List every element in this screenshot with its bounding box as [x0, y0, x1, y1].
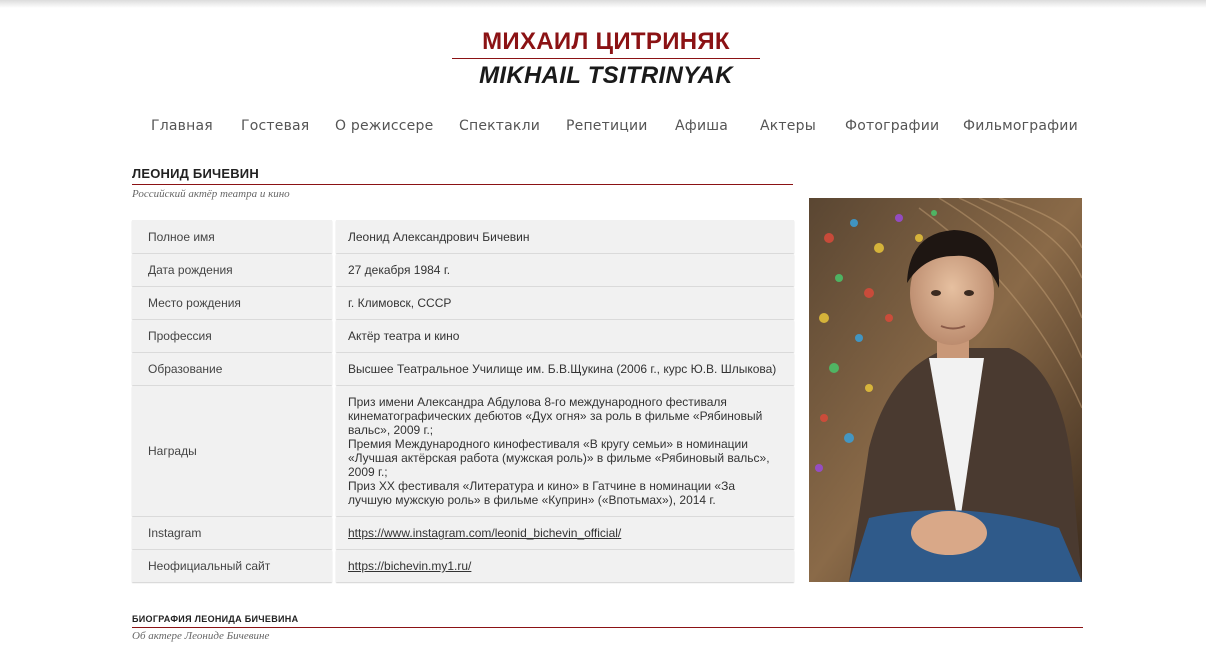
actor-photo: [809, 198, 1082, 582]
actor-name-heading: ЛЕОНИД БИЧЕВИН: [132, 166, 259, 181]
heading-divider: [132, 184, 793, 185]
nav-item-guestbook[interactable]: Гостевая: [241, 118, 310, 134]
table-row: [132, 550, 794, 582]
row-label: Награды: [132, 386, 332, 516]
row-value: Высшее Театральное Училище им. Б.В.Щукина (2006 г., курс Ю.В. Шлыкова): [336, 353, 794, 385]
nav-item-rehearsals[interactable]: Репетиции: [566, 118, 648, 134]
row-value: Актёр театра и кино: [336, 320, 794, 352]
main-nav: [132, 118, 1082, 138]
site-logo[interactable]: [452, 28, 760, 93]
nav-item-actors[interactable]: Актеры: [760, 118, 816, 134]
table-row: [132, 287, 794, 319]
row-value: [336, 386, 794, 516]
unofficial-site-link[interactable]: https://bichevin.my1.ru/: [348, 559, 472, 573]
table-row: [132, 320, 794, 352]
nav-item-performances[interactable]: Спектакли: [459, 118, 541, 134]
biography-divider: [132, 627, 1083, 628]
row-value: г. Климовск, СССР: [336, 287, 794, 319]
table-row: [132, 220, 794, 253]
nav-item-photos[interactable]: Фотографии: [845, 118, 940, 134]
table-row: [132, 353, 794, 385]
row-label: Место рождения: [132, 287, 332, 319]
row-label: Образование: [132, 353, 332, 385]
table-row: [132, 517, 794, 549]
nav-item-about-director[interactable]: О режиссере: [335, 118, 434, 134]
nav-item-home[interactable]: Главная: [151, 118, 213, 134]
row-value: 27 декабря 1984 г.: [336, 254, 794, 286]
logo-title-ru: МИХАИЛ ЦИТРИНЯК: [482, 28, 730, 55]
row-label: Instagram: [132, 517, 332, 549]
table-row: [132, 386, 794, 516]
row-value: [336, 550, 794, 582]
nav-item-filmography[interactable]: Фильмографии: [963, 118, 1078, 134]
row-value: Леонид Александрович Бичевин: [336, 220, 794, 253]
row-label: Неофициальный сайт: [132, 550, 332, 582]
logo-title-en: MIKHAIL TSITRINYAK: [479, 62, 733, 89]
row-label: Полное имя: [132, 220, 332, 253]
row-value: [336, 517, 794, 549]
biography-subtitle: Об актере Леониде Бичевине: [132, 630, 270, 642]
row-label: Дата рождения: [132, 254, 332, 286]
actor-subtitle: Российский актёр театра и кино: [132, 188, 290, 200]
awards-text: Приз имени Александра Абдулова 8-го международного фестиваля кинематографических дебютов «Дух огня» за роль в фильме «Рябиновый вальс», 2009 г.; Премия Международного кинофестиваля «В кругу семьи» в номинации «Лучшая актёрская работа (мужская роль)» в фильме «Рябиновый вальс», 2009 г.; Приз XX фестиваля «Литература и кино» в Гатчине в номинации «За лучшую мужскую роль» в фильме «Куприн» («Впотьмах»), 2014 г.: [348, 395, 770, 507]
table-row: [132, 254, 794, 286]
biography-heading: БИОГРАФИЯ ЛЕОНИДА БИЧЕВИНА: [132, 614, 299, 624]
instagram-link[interactable]: https://www.instagram.com/leonid_bichevin_official/: [348, 526, 622, 540]
top-shadow: [0, 0, 1206, 8]
actor-info-table: [132, 220, 794, 583]
nav-item-playbill[interactable]: Афиша: [675, 118, 729, 134]
row-label: Профессия: [132, 320, 332, 352]
